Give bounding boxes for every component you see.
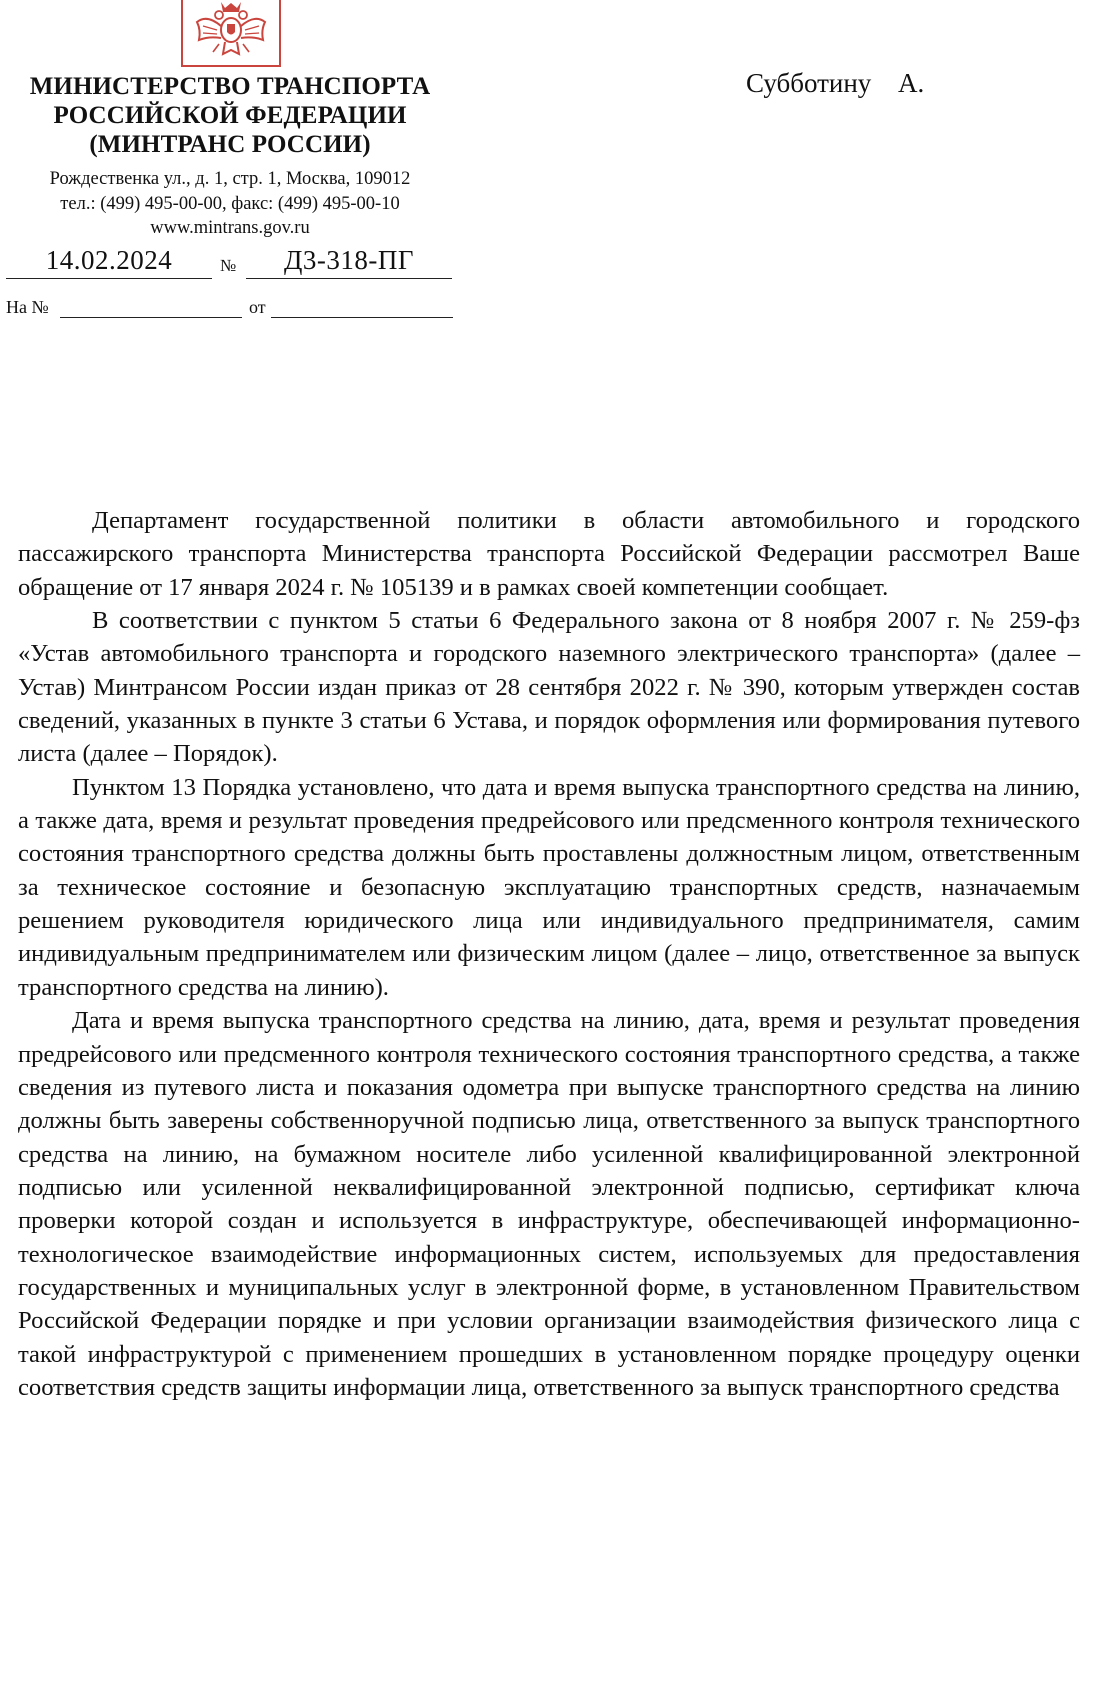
from-label: от [249, 297, 266, 317]
letterhead [10, 72, 450, 241]
ministry-address: Рождественка ул., д. 1, стр. 1, Москва, 109012 [49, 169, 411, 189]
body-paragraph: Дата и время выпуска транспортного средства на линию, дата, время и результат проведения предрейсового или предсменного контроля технического состояния транспортного средства, а также сведения из путевого листа и показания одометра при выпуске транспортного средства на линию должны быть заверены собственноручной подписью лица, ответственного за выпуск транспортного средства на линию, на бумажном носителе либо усиленной квалифицированной электронной подписью или усиленной неквалифицированной электронной подписью, сертификат ключа проверки которой создан и используется в инфраструктуре, обеспечивающей информационно-технологическое взаимодействие информационных систем, используемых для предоставления государственных и муниципальных услуг в электронной форме, в установленном Правительством Российской Федерации порядке и при условии организации взаимодействия физического лица с такой инфраструктурой с применением прошедших в установленном порядке процедуру оценки соответствия средств защиты информации лица, ответственного за выпуск транспортного средства [18, 1007, 1080, 1401]
ministry-name [10, 72, 450, 159]
body-paragraph: В соответствии с пунктом 5 статьи 6 Федерального закона от 8 ноября 2007 г. № 259-фз «Устав автомобильного транспорта и городского наземного электрического транспорта» (далее – Устав) Минтрансом России издан приказ от 28 сентября 2022 г. № 390, которым утвержден состав сведений, указанных в пункте 3 статьи 6 Устава, и порядок оформления или формирования путевого листа (далее – Порядок). [18, 607, 1080, 768]
coat-of-arms-icon [179, 0, 283, 70]
ministry-name-line: МИНИСТЕРСТВО ТРАНСПОРТА [29, 73, 431, 100]
body-paragraph: Департамент государственной политики в области автомобильного и городского пассажирского транспорта Министерства транспорта Российской Федерации рассмотрел Ваше обращение от 17 января 2024 г. № 105139 и в рамках своей компетенции сообщает. [18, 507, 1080, 601]
reply-to-blank [60, 296, 242, 318]
registration-number: Д3-318-ПГ [246, 242, 452, 279]
letter-body [18, 504, 1080, 1404]
ministry-phones: тел.: (499) 495-00-00, факс: (499) 495-00-10 [60, 193, 400, 214]
body-paragraph: Пунктом 13 Порядка установлено, что дата и время выпуска транспортного средства на линию, а также дата, время и результат проведения предрейсового или предсменного контроля технического состояния транспортного средства должны быть проставлены должностным лицом, ответственным за техническое состояние и безопасную эксплуатацию транспортных средств, назначаемым решением руководителя юридического лица или индивидуального предпринимателя, самим индивидуальным предпринимателем или физическим лицом (далее – лицо, ответственное за выпуск транспортного средства на линию). [18, 773, 1080, 1001]
ministry-contacts [10, 167, 450, 241]
registration-line [6, 242, 452, 282]
registration-date: 14.02.2024 [6, 242, 212, 279]
from-date-blank [271, 296, 453, 318]
ministry-name-line: РОССИЙСКОЙ ФЕДЕРАЦИИ [53, 102, 407, 129]
ministry-website: www.mintrans.gov.ru [150, 218, 310, 238]
addressee: Субботину А. [746, 68, 925, 98]
reply-reference-line [6, 296, 452, 320]
number-sign: № [220, 256, 237, 275]
reply-to-label: На № [6, 297, 49, 317]
ministry-name-line: (МИНТРАНС РОССИИ) [89, 131, 371, 158]
